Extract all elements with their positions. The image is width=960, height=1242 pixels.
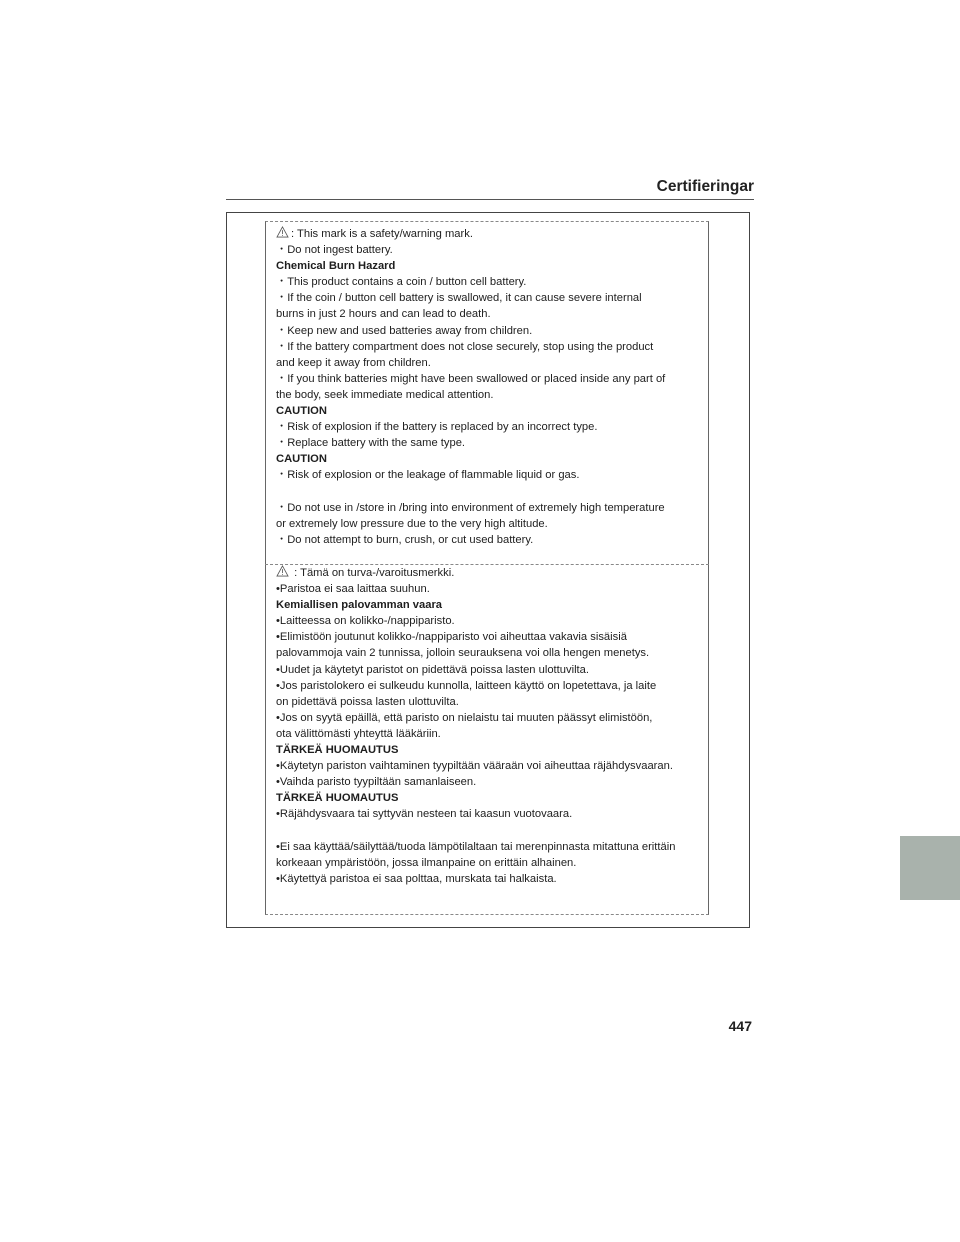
text-line: ・If the battery compartment does not close securely, stop using the product <box>276 340 654 353</box>
text-line: ・Replace battery with the same type. <box>276 437 466 450</box>
mark-text: : This mark is a safety/warning mark. <box>291 228 473 240</box>
text-line: •Paristoa ei saa laittaa suuhun. <box>276 583 430 596</box>
text-line: palovammoja vain 2 tunnissa, jolloin seurauksena voi olla hengen menetys. <box>276 647 650 660</box>
section-title: Certifieringar <box>656 178 754 195</box>
text-line: •Laitteessa on kolikko-/nappiparisto. <box>276 615 455 628</box>
text-line: ・Risk of explosion or the leakage of flammable liquid or gas. <box>276 469 580 482</box>
text-line: the body, seek immediate medical attention. <box>276 388 494 401</box>
text-line: •Ei saa käyttää/säilyttää/tuoda lämpötilaltaan tai merenpinnasta mitattuna erittäin <box>276 840 676 853</box>
page-number: 447 <box>728 1018 752 1034</box>
text-line: •Käytetyn pariston vaihtaminen tyypiltään vääraän voi aiheuttaa räjähdysvaaran. <box>276 760 673 773</box>
text-line: ・This product contains a coin / button cell battery. <box>276 276 527 289</box>
warning-triangle-icon <box>276 565 289 577</box>
text-line: korkeaan ympäristöön, jossa ilmanpaine on erittäin alhainen. <box>276 856 577 869</box>
text-line: on pidettävä poissa lasten ulottuvilta. <box>276 695 459 708</box>
text-line: •Uudet ja käytetyt paristot on pidettävä poissa lasten ulottuvilta. <box>276 663 589 676</box>
text-line: ・Do not ingest battery. <box>276 244 393 257</box>
heading: CAUTION <box>276 453 327 466</box>
text-line: ・Do not attempt to burn, crush, or cut used battery. <box>276 533 534 546</box>
text-line: •Käytettyä paristoa ei saa polttaa, murskata tai halkaista. <box>276 872 557 885</box>
heading: TÄRKEÄ HUOMAUTUS <box>276 792 399 805</box>
text-line: •Räjähdysvaara tai syttyvän nesteen tai kaasun vuotovaara. <box>276 808 573 821</box>
text-line: and keep it away from children. <box>276 356 431 369</box>
mark-text: : Tämä on turva-/varoitusmerkki. <box>291 567 455 579</box>
text-line: •Elimistöön joutunut kolikko-/nappiparisto voi aiheuttaa vakavia sisäisiä <box>276 631 627 644</box>
text-line: •Jos paristolokero ei sulkeudu kunnolla, laitteen käyttö on lopetettava, ja laite <box>276 679 657 692</box>
text-line: ・Do not use in /store in /bring into environment of extremely high temperature <box>276 501 665 514</box>
text-line: ・If you think batteries might have been swallowed or placed inside any part of <box>276 372 666 385</box>
text-line: •Vaihda paristo tyypiltään samanlaiseen. <box>276 776 477 789</box>
text-line: ota välittömästi yhteyttä lääkäriin. <box>276 727 441 740</box>
text-line: or extremely low pressure due to the very high altitude. <box>276 517 548 530</box>
english-block <box>276 226 704 548</box>
text-line: ・Keep new and used batteries away from children. <box>276 324 533 337</box>
text-line: burns in just 2 hours and can lead to death. <box>276 308 491 321</box>
mark-line <box>276 565 704 581</box>
text-line: •Jos on syytä epäillä, että paristo on nielaistu tai muuten päässyt elimistöön, <box>276 711 653 724</box>
finnish-block <box>276 565 704 887</box>
warning-triangle-icon <box>276 226 289 238</box>
heading: Kemiallisen palovamman vaara <box>276 599 443 612</box>
text-line: ・If the coin / button cell battery is swallowed, it can cause severe internal <box>276 292 642 305</box>
text-line: ・Risk of explosion if the battery is replaced by an incorrect type. <box>276 421 598 434</box>
chapter-tab <box>900 836 960 900</box>
title-rule <box>226 199 754 200</box>
heading: Chemical Burn Hazard <box>276 260 396 273</box>
mark-line <box>276 226 704 242</box>
heading: TÄRKEÄ HUOMAUTUS <box>276 744 399 757</box>
heading: CAUTION <box>276 405 327 418</box>
